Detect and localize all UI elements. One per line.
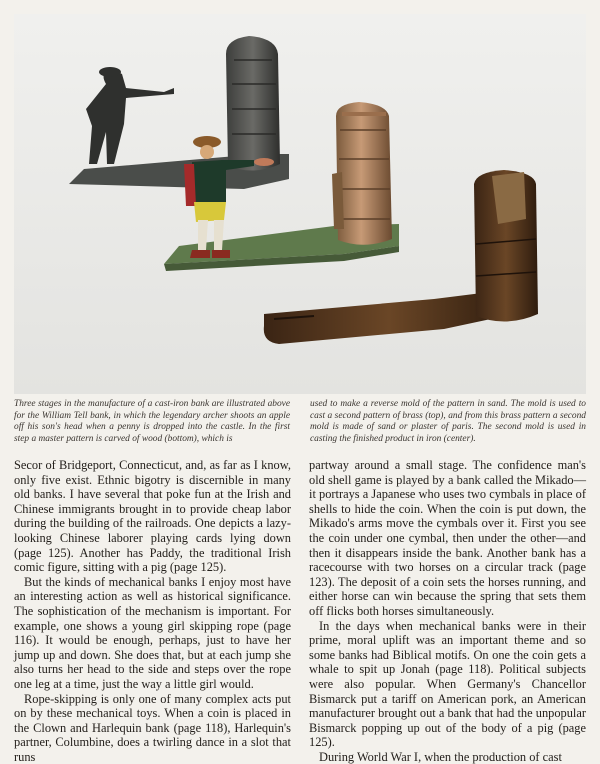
article-body [14, 458, 586, 764]
caption-right: used to make a reverse mold of the pattern in sand. The mold is used to cast a second pattern of brass (top), and from this brass pattern a second mold is made of sand or plaster of paris. The second mold is used in casting the finished product in iron (center). [310, 399, 586, 446]
banks-illustration [14, 14, 586, 394]
left-column [14, 458, 291, 764]
right-column [309, 458, 586, 764]
paragraph: Secor of Bridgeport, Connecticut, and, as far as I know, only five exist. Ethnic bigotry is discernible in many old banks. I have several that poke fun at the Irish and Chinese immigrants brought in to provide cheap labor during the building of the railroads. One depicts a lazy-looking Chinese laborer playing cards lying down (page 125). Another has Paddy, the traditional Irish comic figure, sitting with a pig (page 125). [14, 458, 291, 575]
photo-caption [14, 399, 586, 446]
william-tell-banks-photo [14, 14, 586, 394]
paragraph: In the days when mechanical banks were in their prime, moral uplift was an important theme and so some banks had Biblical motifs. On one the coin gets a whale to spit up Jonah (page 118). Political subjects were also popular. When Germany's Chancellor Bismarck put a tariff on American pork, an American manufacturer brought out a bank that had the unpopular Bismarck popping up out of the body of a pig (page 125). [309, 619, 586, 750]
paragraph: During World War I, when the production of cast [309, 750, 586, 764]
paragraph: Rope-skipping is only one of many complex acts put on by these mechanical toys. When a coin is placed in the Clown and Harlequin bank (page 118), Harlequin's partner, Columbine, does a twirling dance in a slot that runs [14, 692, 291, 764]
paragraph: But the kinds of mechanical banks I enjoy most have an interesting action as well as historical significance. The sophistication of the mechanism is important. For example, one shows a young girl skipping rope (page 116). It would be enough, perhaps, just to have her jump up and down. She does that, but at each jump she also turns her head to the side and steps over the rope one leg at a time, just the way a little girl would. [14, 575, 291, 692]
caption-left: Three stages in the manufacture of a cast-iron bank are illustrated above for the William Tell bank, in which the legendary archer shoots an apple off his son's head when a penny is dropped into the castle. In the first step a master pattern is carved of wood (bottom), which is [14, 399, 290, 446]
paragraph: partway around a small stage. The confidence man's old shell game is played by a bank called the Mikado—it portrays a Japanese who uses two cymbals in place of shells to hide the coin. When the coin is put down, the Mikado's arms move the cymbals over it. First you see the coin under one cymbal, then under the other—and then it disappears inside the bank. Another bank has a racecourse with two horses on a circular track (page 123). The deposit of a coin sets the horses running, and either horse can win because the spring that sets them off flicks both horses simultaneously. [309, 458, 586, 619]
